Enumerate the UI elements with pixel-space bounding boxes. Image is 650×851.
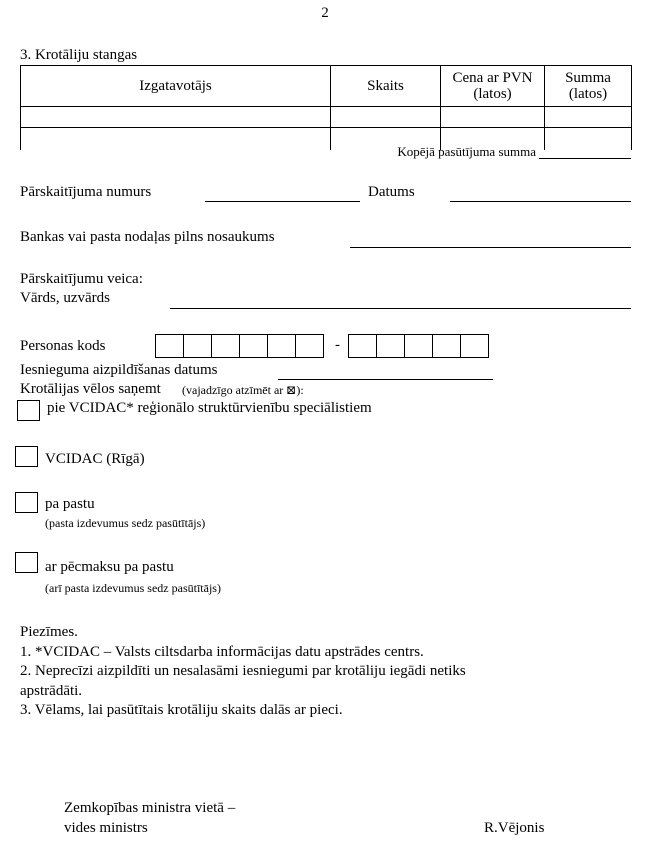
note-item-2-part1: 2. Neprecīzi aizpildīti un nesalasāmi iesniegumi par krotāliju iegādi netiks (20, 663, 466, 679)
section-heading: 3. Krotāliju stangas (20, 47, 138, 63)
total-order-sum-row (20, 143, 631, 161)
checkbox-delivery-post[interactable] (15, 492, 38, 513)
goods-table (20, 65, 632, 150)
personal-code-digit[interactable] (376, 334, 405, 358)
column-header-manufacturer (21, 66, 331, 107)
payer-label: Pārskaitījumu veica: (20, 271, 143, 287)
delivery-option-cash-on-delivery-label: ar pēcmaksu pa pastu (45, 559, 174, 575)
column-header-sum-line1: Summa (565, 70, 611, 86)
notes-block (20, 623, 632, 721)
delivery-option-cash-on-delivery-note: (arī pasta izdevumus sedz pasūtītājs) (45, 581, 221, 595)
checkbox-delivery-regional[interactable] (17, 400, 40, 421)
column-header-price (441, 66, 545, 107)
note-item-2-continuation: apstrādāti. (20, 682, 83, 699)
cell-count[interactable] (331, 107, 441, 128)
personal-code-digit[interactable] (155, 334, 184, 358)
personal-code-digit[interactable] (295, 334, 324, 358)
note-item-1: 1. *VCIDAC – Valsts ciltsdarba informācijas datu apstrādes centrs. (20, 643, 424, 660)
personal-code-digit[interactable] (432, 334, 461, 358)
personal-code-digit[interactable] (239, 334, 268, 358)
personal-code-left-group[interactable] (155, 334, 324, 358)
date-label: Datums (368, 184, 415, 200)
delivery-option-post-note: (pasta izdevumus sedz pasūtītājs) (45, 516, 206, 530)
cell-manufacturer[interactable] (21, 107, 331, 128)
bank-name-label: Bankas vai pasta nodaļas pilns nosaukums (20, 229, 275, 245)
note-item-2 (20, 662, 632, 682)
column-header-manufacturer-line1: Izgatavotājs (139, 78, 212, 94)
column-header-sum (545, 66, 632, 107)
table-header-row (21, 66, 632, 107)
date-input[interactable] (450, 201, 631, 202)
page-number: 2 (321, 5, 329, 21)
personal-code-digit[interactable] (404, 334, 433, 358)
personal-code-digit[interactable] (348, 334, 377, 358)
column-header-price-line1: Cena ar PVN (452, 70, 533, 86)
payer-name-label: Vārds, uzvārds (20, 290, 110, 306)
delivery-prompt-hint: (vajadzīgo atzīmēt ar ⊠): (182, 383, 304, 397)
column-header-sum-line2: (latos) (568, 86, 608, 102)
personal-code-digit[interactable] (183, 334, 212, 358)
notes-title: Piezīmes. (20, 624, 78, 640)
signature-title-row-2 (64, 818, 630, 838)
personal-code-separator: - (335, 337, 340, 353)
column-header-count-line1: Skaits (367, 78, 404, 94)
column-header-count (331, 66, 441, 107)
delivery-prompt-label: Krotālijas vēlos saņemt (20, 381, 161, 397)
application-date-input[interactable] (278, 379, 493, 380)
column-header-price-line2: (latos) (473, 86, 512, 102)
signature-title-row-1 (64, 798, 630, 818)
total-order-sum-label: Kopējā pasūtījuma summa (397, 144, 536, 159)
personal-code-right-group[interactable] (348, 334, 489, 358)
signature-block (64, 798, 630, 838)
personal-code-digit[interactable] (267, 334, 296, 358)
checkbox-delivery-cash-on-delivery[interactable] (15, 552, 38, 573)
note-item-3: 3. Vēlams, lai pasūtītais krotāliju skaits dalās ar pieci. (20, 702, 343, 718)
signature-name: R.Vējonis (484, 820, 545, 836)
cell-sum[interactable] (545, 107, 632, 128)
personal-code-digit[interactable] (211, 334, 240, 358)
application-date-label: Iesnieguma aizpildīšanas datums (20, 362, 218, 378)
transfer-number-label: Pārskaitījuma numurs (20, 184, 152, 200)
signature-title-line2: vides ministrs (64, 820, 148, 836)
bank-name-input[interactable] (350, 247, 631, 248)
total-order-sum-input[interactable] (539, 158, 631, 159)
transfer-number-input[interactable] (205, 201, 360, 202)
table-header (21, 66, 632, 107)
cell-price[interactable] (441, 107, 545, 128)
delivery-option-post-label: pa pastu (45, 496, 95, 512)
signature-title-line1: Zemkopības ministra vietā – (64, 800, 236, 816)
table-row[interactable] (21, 107, 632, 128)
delivery-option-vcidac-riga-label: VCIDAC (Rīgā) (45, 451, 145, 467)
payer-name-input[interactable] (170, 308, 631, 309)
checkbox-delivery-vcidac-riga[interactable] (15, 446, 38, 467)
personal-code-label: Personas kods (20, 338, 106, 354)
delivery-option-regional-label: pie VCIDAC* reģionālo struktūrvienību speciālistiem (47, 400, 372, 416)
personal-code-digit[interactable] (460, 334, 489, 358)
